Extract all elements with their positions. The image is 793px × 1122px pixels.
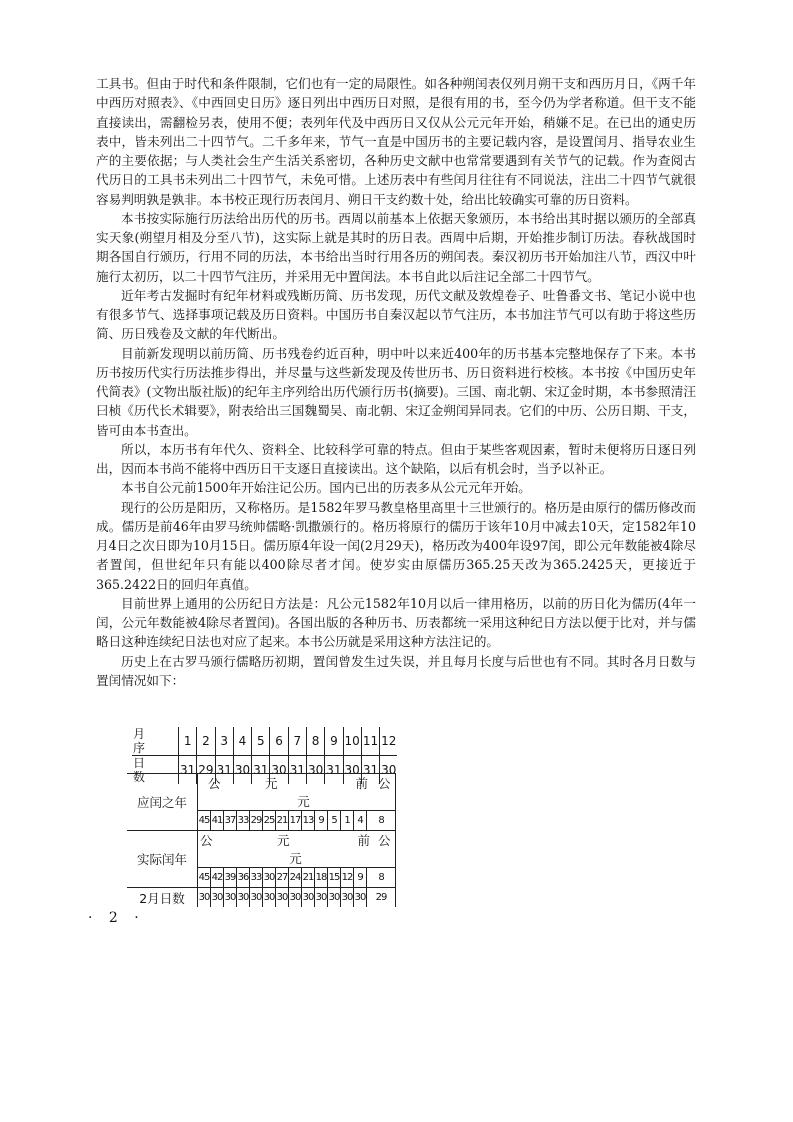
actual-leap-cell: 9 (354, 868, 367, 888)
month-cell: 2 (197, 727, 215, 756)
actual-leap-cell: 30 (263, 868, 276, 888)
should-leap-cell: 13 (302, 811, 315, 831)
days-cell: 29 (197, 756, 215, 785)
month-cell: 7 (288, 727, 306, 756)
leap-year-table (127, 773, 396, 907)
feb-days-cell: 30 (341, 888, 354, 908)
actual-leap-cell: 21 (302, 868, 315, 888)
should-leap-cell: 21 (276, 811, 289, 831)
feb-days-cell: 30 (198, 888, 211, 908)
feb-days-cell: 30 (302, 888, 315, 908)
month-cell: 3 (215, 727, 233, 756)
days-cell: 30 (306, 756, 324, 785)
days-cell: 31 (325, 756, 343, 785)
actual-leap-cell: 27 (276, 868, 289, 888)
band-bce-1: 公 元 前 公 元 (198, 774, 396, 811)
should-leap-cell: 33 (237, 811, 250, 831)
paragraph: 本书自公元前1500年开始注记公历。国内已出的历表多从公元元年开始。 (121, 480, 531, 496)
should-leap-cell: 41 (211, 811, 224, 831)
should-leap-cell: 45 (198, 811, 211, 831)
days-cell: 31 (252, 756, 270, 785)
feb-days-cell: 30 (263, 888, 276, 908)
actual-leap-cell: 45 (198, 868, 211, 888)
days-cell: 30 (380, 756, 398, 785)
month-cell: 1 (179, 727, 197, 756)
paragraph: 近年考古发掘时有纪年材料或残断历简、历书发现，历代文献及敦煌卷子、吐鲁番文书、笔记小说中也有很多节气、选择事项记载及历日资料。中国历书自秦汉起以节气注历，本书加注节气可以有助于将这些历简、历日残卷及文献的年代断出。 (96, 287, 696, 342)
actual-leap-cell: 36 (237, 868, 250, 888)
days-label: 日 数 (133, 756, 152, 784)
feb-days-cell: 30 (276, 888, 289, 908)
month-order-label: 月 序 (132, 727, 179, 756)
body-text (96, 74, 696, 690)
days-cell: 31 (361, 756, 379, 785)
days-cell: 30 (270, 756, 288, 785)
actual-leap-label: 实际闰年 (127, 831, 198, 888)
should-leap-cell: 29 (250, 811, 263, 831)
month-cell: 10 (343, 727, 361, 756)
paragraph: 目前新发现明以前历简、历书残卷约近百种，明中叶以来近400年的历书基本完整地保存了下来。本书历书按历代实行历法推步得出，并尽量与这些新发现及传世历书、历日资料进行校核。本书按《中国历史年代简表》(文物出版社版)的纪年主序列给出历代颁行历书(摘要)。三国、南北朝、宋辽金时期，本书参照清汪曰桢《历代长术辑要》，附表给出三国魏蜀吴、南北朝、宋辽金朔闰异同表。它们的中历、公历日期、干支，皆可由本书查出。 (96, 345, 696, 438)
feb-days-cell: 30 (315, 888, 328, 908)
actual-leap-cell: 39 (224, 868, 237, 888)
paragraph: 工具书。但由于时代和条件限制，它们也有一定的局限性。如各种朔闰表仅列月朔干支和西历月日，《两千年中西历对照表》、《中西回史日历》逐日列出中西历日对照，是很有用的书，至今仍为学者称道。但干支不能直接读出，需翻检另表，使用不便；表列年代及中西历日又仅从公元元年开始，稍嫌不足。在已出的通史历表中，皆未列出二十四节气。二千多年来，节气一直是中国历书的主要记载内容，是设置闰月、指导农业生产的主要依据；与人类社会生产生活关系密切，各种历史文献中也常常要遇到有关节气的记载。作为查阅古代历日的工具书未列出二十四节气，未免可惜。上述历表中有些闰月往往有不同说法，注出二十四节气就很容易判明孰是孰非。本书校正现行历表闰月、朔日干支约数十处，给出比较确实可靠的历日资料。 (96, 76, 696, 207)
month-cell: 11 (361, 727, 379, 756)
band-bce-2: 公 元 前 公元 (198, 831, 396, 868)
actual-leap-cell: 42 (211, 868, 224, 888)
paragraph: 目前世界上通用的公历纪日方法是：凡公元1582年10月以后一律用格历，以前的历日化为儒历(4年一闰，公元年数能被4除尽者置闰)。各国出版的各种历书、历表都统一采用这种纪日方法以便于比对，并与儒略日这种连续纪日法也对应了起来。本书公历就是采用这种方法注记的。 (96, 595, 696, 650)
should-leap-cell: 1 (341, 811, 354, 831)
month-cell: 4 (233, 727, 251, 756)
feb-days-cell: 30 (224, 888, 237, 908)
paragraph: 历史上在古罗马颁行儒略历初期，置闰曾发生过失误，并且每月长度与后世也有不同。其时各月日数与置闰情况如下： (96, 653, 696, 688)
days-cell: 30 (343, 756, 361, 785)
month-cell: 8 (306, 727, 324, 756)
feb-days-cell: 30 (289, 888, 302, 908)
actual-leap-cell: 24 (289, 868, 302, 888)
days-cell: 31 (288, 756, 306, 785)
should-leap-label: 应闰之年 (127, 774, 198, 831)
days-cell: 31 (215, 756, 233, 785)
should-leap-cell: 25 (263, 811, 276, 831)
paragraph: 所以，本历书有年代久、资料全、比较科学可靠的特点。但由于某些客观因素，暂时未便将历日逐日列出，因而本书尚不能将中西历日干支逐日直接读出。这个缺陷，以后有机会时，当予以补正。 (96, 441, 696, 476)
should-leap-cell: 9 (315, 811, 328, 831)
should-leap-cell: 5 (328, 811, 341, 831)
feb-days-cell: 30 (328, 888, 341, 908)
paragraph: 本书按实际施行历法给出历代的历书。西周以前基本上依据天象颁历，本书给出其时据以颁历的全部真实天象(朔望月相及分至八节)，这实际上就是其时的历日表。西周中后期，开始推步制订历法。春秋战国时期各国自行颁历，行用不同的历法，本书给出当时行用各历的朔闰表。秦汉初历书开始加注八节，西汉中叶施行太初历，以二十四节气注历，并采用无中置闰法。本书自此以后注记全部二十四节气。 (96, 210, 696, 284)
month-cell: 6 (270, 727, 288, 756)
feb-days-cell: 30 (237, 888, 250, 908)
actual-leap-cell: 33 (250, 868, 263, 888)
should-leap-cell: 17 (289, 811, 302, 831)
actual-leap-cell: 8 (367, 868, 396, 888)
feb-days-cell: 30 (250, 888, 263, 908)
days-cell: 30 (233, 756, 251, 785)
feb-days-cell: 30 (211, 888, 224, 908)
actual-leap-cell: 18 (315, 868, 328, 888)
feb-days-cell: 29 (367, 888, 396, 908)
feb-days-cell: 30 (354, 888, 367, 908)
month-cell: 9 (325, 727, 343, 756)
actual-leap-cell: 15 (328, 868, 341, 888)
feb-days-label: 2月日数 (127, 888, 198, 908)
should-leap-cell: 8 (367, 811, 396, 831)
days-cell: 31 (179, 756, 197, 785)
month-cell: 5 (252, 727, 270, 756)
should-leap-cell: 4 (354, 811, 367, 831)
paragraph: 现行的公历是阳历，又称格历。是1582年罗马教皇格里高里十三世颁行的。格历是由原行的儒历修改而成。儒历是前46年由罗马统帅儒略·凯撒颁行的。格历将原行的儒历于该年10月中减去10天，定1582年10月4日之次日即为10月15日。儒历原4年设一闰(2月29天)，格历改为400年设97闰，即公元年数能被4除尽者置闰，但世纪年只有能以400除尽者才闰。使岁实由原儒历365.25天改为365.2425天，更接近于365.2422日的回归年真值。 (96, 499, 696, 592)
should-leap-cell: 37 (224, 811, 237, 831)
month-cell: 12 (380, 727, 398, 756)
actual-leap-cell: 12 (341, 868, 354, 888)
page-number: · 2 · (88, 910, 145, 926)
